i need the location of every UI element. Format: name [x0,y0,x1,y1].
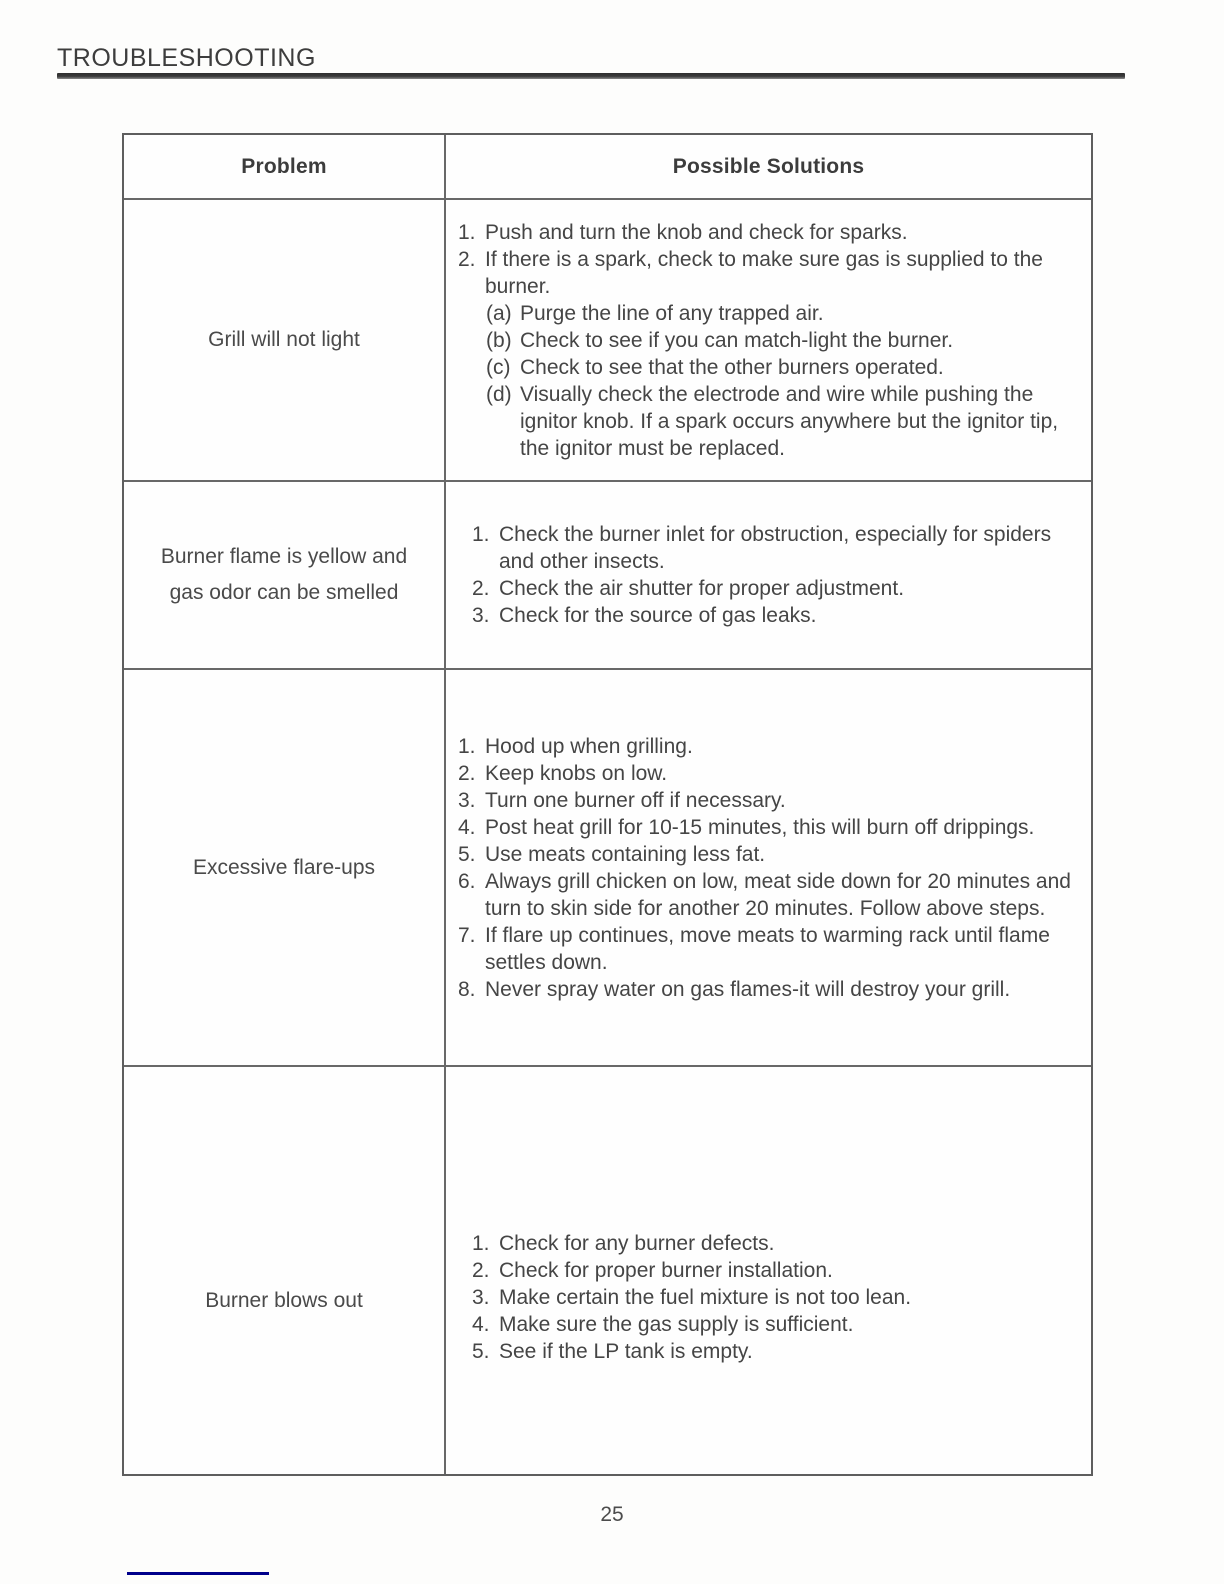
solution-item [472,602,1089,629]
column-header-problem: Problem [124,135,446,200]
solution-item-marker: 2. [458,247,476,271]
solutions-cell [446,1067,1091,1474]
solution-item [486,327,1089,354]
problem-cell [124,200,446,482]
solution-item-text: Check for the source of gas leaks. [499,604,817,627]
solution-item-text: If there is a spark, check to make sure gas is supplied to the burner. [485,247,1043,298]
solutions-cell [446,670,1091,1067]
solution-item [458,922,1089,976]
solution-item [458,814,1089,841]
solution-item [472,1338,1089,1365]
solution-item [458,841,1089,868]
solution-item [458,760,1089,787]
problem-text: Burner blows out [205,1288,363,1312]
solution-item-marker: 2. [458,761,476,785]
solution-item-marker: (d) [486,382,512,406]
solution-item [458,976,1089,1003]
column-header-solutions: Possible Solutions [446,135,1091,200]
solution-item-marker: 8. [458,977,476,1001]
solution-item-marker: 3. [458,788,476,812]
solution-item-marker: (b) [486,328,512,352]
solution-item-marker: 1. [458,220,476,244]
solution-item-marker: 2. [472,577,490,600]
solution-item [472,575,1089,602]
solution-item [472,521,1089,575]
solution-item [458,868,1089,922]
solution-item-text: Turn one burner off if necessary. [485,788,786,812]
solution-item-text: Check to see that the other burners operated. [520,355,944,379]
solution-item [472,1311,1089,1338]
solution-item-marker: (c) [486,355,511,379]
solution-item-marker: 1. [472,523,490,546]
solution-item [472,1284,1089,1311]
page-title: TROUBLESHOOTING [57,44,316,72]
solution-item-text: Never spray water on gas flames-it will destroy your grill. [485,977,1011,1001]
solution-item-marker: 5. [458,842,476,866]
solution-item [472,1230,1089,1257]
solution-item-text: Always grill chicken on low, meat side down for 20 minutes and turn to skin side for another 20 minutes. Follow above steps. [485,869,1071,920]
solution-item [458,219,1089,246]
solution-item-text: Hood up when grilling. [485,734,693,758]
solution-item-text: Push and turn the knob and check for sparks. [485,220,908,244]
solution-item [486,381,1089,462]
problem-cell [124,1067,446,1474]
solution-item-text: Visually check the electrode and wire while pushing the ignitor knob. If a spark occurs anywhere but the ignitor tip, the ignitor must be replaced. [520,382,1059,460]
solution-item-text: Use meats containing less fat. [485,842,766,866]
solution-item-marker: 6. [458,869,476,893]
solution-item-marker: 7. [458,923,476,947]
problem-text: Burner flame is yellow and gas odor can be smelled [160,545,408,604]
solution-item-text: Purge the line of any trapped air. [520,301,824,325]
solution-item [458,787,1089,814]
solution-item-text: Post heat grill for 10-15 minutes, this will burn off drippings. [485,815,1035,839]
solutions-cell [446,482,1091,670]
solution-item-text: Make sure the gas supply is sufficient. [499,1313,854,1336]
solution-item-marker: 1. [472,1232,490,1255]
solution-item-text: See if the LP tank is empty. [499,1340,753,1363]
problem-text: Grill will not light [208,328,360,351]
solutions-cell [446,200,1091,482]
solution-item-marker: 1. [458,734,476,758]
solution-item-marker: 3. [472,1286,490,1309]
footer-mark-line [127,1572,269,1575]
solution-item-marker: (a) [486,301,512,325]
solution-item-text: Make certain the fuel mixture is not too lean. [499,1286,912,1309]
solution-item-text: Check to see if you can match-light the burner. [520,328,954,352]
solution-item-text: Check for any burner defects. [499,1232,775,1255]
solution-item-text: Check for proper burner installation. [499,1259,833,1282]
problem-text: Excessive flare-ups [192,855,376,879]
solution-item [486,354,1089,381]
solution-item-marker: 2. [472,1259,490,1282]
solution-item [458,733,1089,760]
solution-item-marker: 4. [472,1313,490,1336]
solution-item-marker: 3. [472,604,490,627]
solution-item-text: Check the burner inlet for obstruction, especially for spiders and other insects. [499,523,1052,573]
solution-item-text: Check the air shutter for proper adjustment. [499,577,905,600]
solution-item-text: Keep knobs on low. [485,761,668,785]
troubleshooting-table [122,133,1093,1476]
solution-item-marker: 5. [472,1340,490,1363]
page-number: 25 [600,1503,624,1526]
problem-cell [124,482,446,670]
solution-item [486,300,1089,327]
solution-item-text: If flare up continues, move meats to warming rack until flame settles down. [485,923,1050,974]
solution-item [472,1257,1089,1284]
solution-item-marker: 4. [458,815,476,839]
title-underline-rule [57,73,1125,79]
problem-cell [124,670,446,1067]
solution-item [458,246,1089,300]
